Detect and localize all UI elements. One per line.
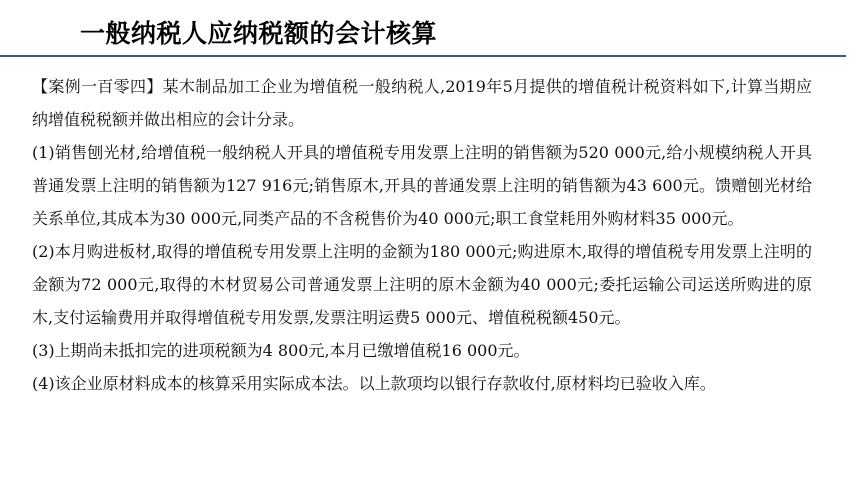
item-1-paragraph: (1)销售刨光材,给增值税一般纳税人开具的增值税专用发票上注明的销售额为520 000元,给小规模纳税人开具普通发票上注明的销售额为127 916元;销售原木,开具的普通发票上注明的销售额为43 600元。馈赠刨光材给关系单位,其成本为30 000元,同类产品的不含税售价为40 000元;职工食堂耗用外购材料35 000元。 [32,143,812,228]
case-intro-paragraph: 【案例一百零四】某木制品加工企业为增值税一般纳税人,2019年5月提供的增值税计税资料如下,计算当期应纳增值税税额并做出相应的会计分录。 [32,77,812,129]
title-divider [0,55,846,57]
item-3-paragraph: (3)上期尚未抵扣完的进项税额为4 800元,本月已缴增值税16 000元。 [32,341,530,360]
page-title: 一般纳税人应纳税额的会计核算 [80,19,438,48]
item-2-paragraph: (2)本月购进板材,取得的增值税专用发票上注明的金额为180 000元;购进原木,取得的增值税专用发票上注明的金额为72 000元,取得的木材贸易公司普通发票上注明的原木金额为40 000元;委托运输公司运送所购进的原木,支付运输费用并取得增值税专用发票,发票注明运费5 000元、增值税税额450元。 [32,242,812,327]
item-4-paragraph: (4)该企业原材料成本的核算采用实际成本法。以上款项均以银行存款收付,原材料均已验收入库。 [32,374,716,393]
document-body [32,70,812,400]
